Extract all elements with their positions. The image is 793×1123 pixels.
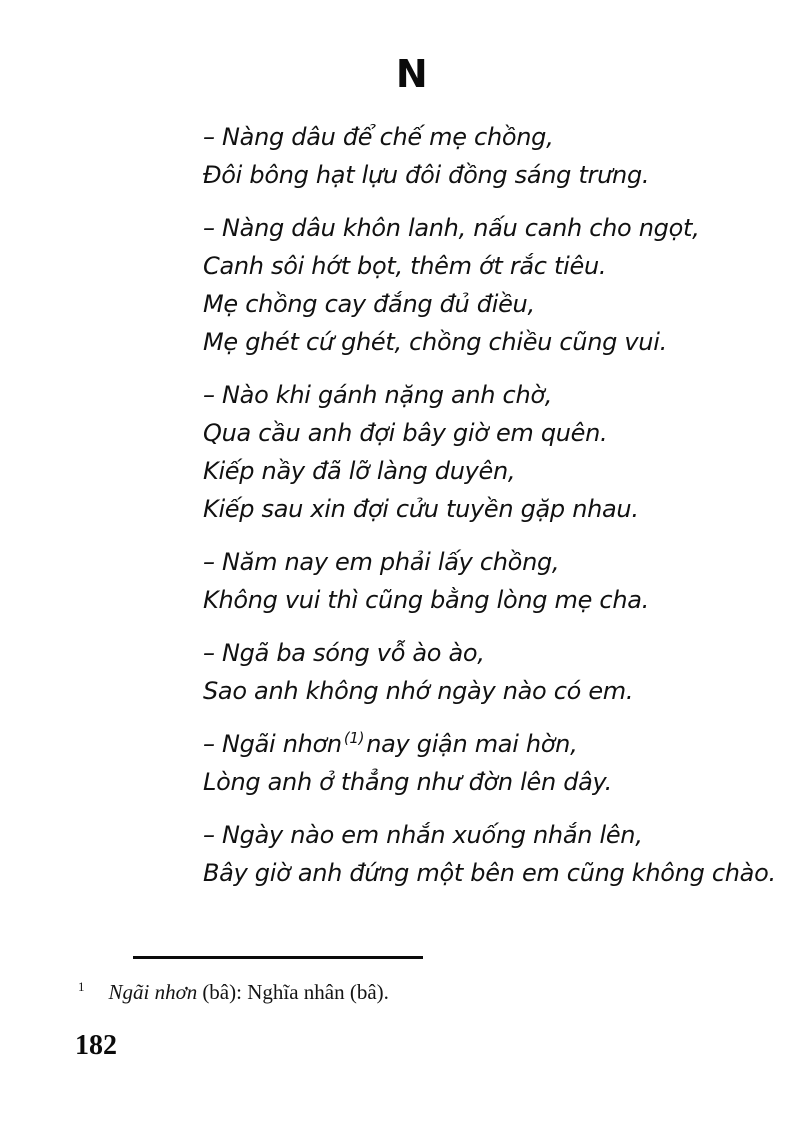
- verse-line: – Ngày nào em nhắn xuống nhắn lên,: [203, 821, 643, 849]
- section-letter-heading: N: [395, 52, 429, 96]
- footnote-term: Ngãi nhơn: [108, 980, 198, 1004]
- verse-line: Không vui thì cũng bằng lòng mẹ cha.: [203, 586, 649, 614]
- verse-line: Bây giờ anh đứng một bên em cũng không chào.: [203, 859, 776, 887]
- verse-line: Sao anh không nhớ ngày nào có em.: [203, 677, 634, 705]
- stanza: [203, 118, 763, 194]
- verse-line: Qua cầu anh đợi bây giờ em quên.: [203, 419, 608, 447]
- verse-segment: – Ngãi nhơn: [203, 730, 342, 758]
- footnote-text: (bâ): Nghĩa nhân (bâ).: [202, 980, 389, 1004]
- footnote-reference: (1): [343, 729, 365, 747]
- verse-line: – Nào khi gánh nặng anh chờ,: [203, 381, 553, 409]
- verse-line: – Nàng dâu khôn lanh, nấu canh cho ngọt,: [203, 214, 700, 242]
- verse-line: Canh sôi hớt bọt, thêm ớt rắc tiêu.: [203, 252, 607, 280]
- verse-line: Kiếp sau xin đợi cửu tuyền gặp nhau.: [203, 495, 639, 523]
- verse-line: Kiếp nầy đã lỡ làng duyên,: [203, 457, 516, 485]
- stanza: [203, 725, 763, 801]
- stanza: [203, 816, 776, 892]
- verse-line: [203, 725, 763, 763]
- verse-line: Đôi bông hạt lựu đôi đồng sáng trưng.: [203, 161, 650, 189]
- poem-block: [203, 118, 776, 907]
- stanza: [203, 634, 763, 710]
- verse-segment: nay giận mai hờn,: [366, 730, 578, 758]
- stanza: [203, 376, 763, 528]
- stanza: [203, 209, 763, 361]
- verse-line: Mẹ ghét cứ ghét, chồng chiều cũng vui.: [203, 328, 667, 356]
- stanza: [203, 543, 763, 619]
- footnote-marker: 1: [78, 979, 85, 994]
- footnote-divider: [133, 956, 423, 959]
- verse-line: – Ngã ba sóng vỗ ào ào,: [203, 639, 485, 667]
- verse-line: Lòng anh ở thẳng như đờn lên dây.: [203, 768, 612, 796]
- verse-line: Mẹ chồng cay đắng đủ điều,: [203, 290, 535, 318]
- page-number: 182: [75, 1030, 117, 1061]
- verse-line: – Nàng dâu để chế mẹ chồng,: [203, 123, 554, 151]
- footnote: [78, 980, 389, 1005]
- verse-line: – Năm nay em phải lấy chồng,: [203, 548, 560, 576]
